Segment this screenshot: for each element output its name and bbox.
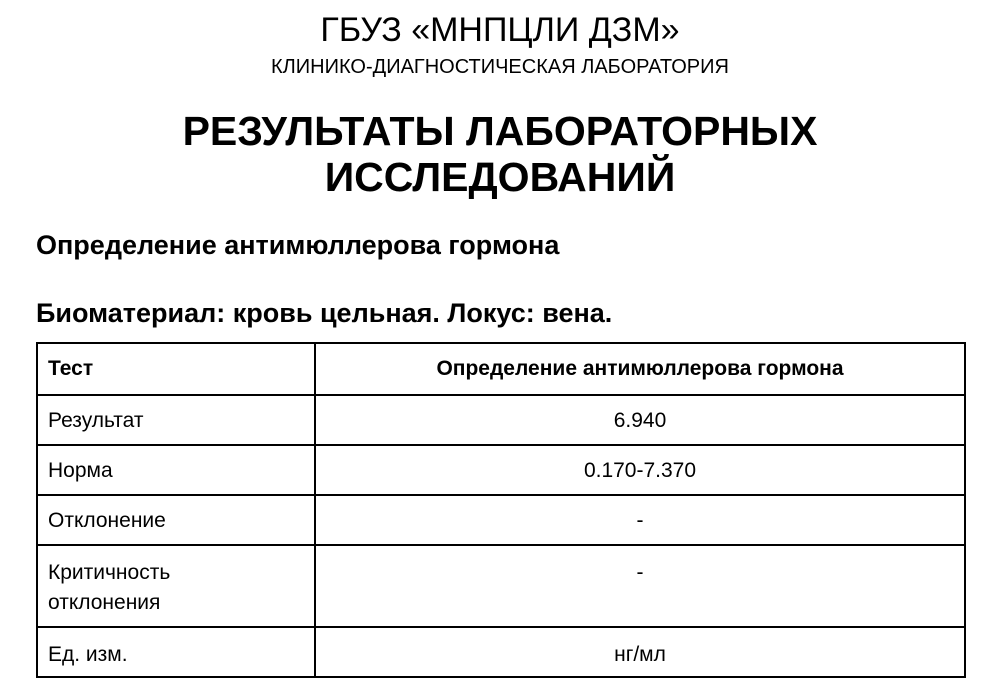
organization-name: ГБУЗ «МНПЦЛИ ДЗМ» [320, 11, 680, 49]
row-value: 0.170-7.370 [315, 445, 965, 495]
row-label-line-1: Критичность [48, 561, 171, 584]
header-value-cell: Определение антимюллерова гормона [315, 343, 965, 395]
table-header-row [37, 343, 965, 395]
biomaterial-info: Биоматериал: кровь цельная. Локус: вена. [36, 298, 613, 328]
document-title-line-1: РЕЗУЛЬТАТЫ ЛАБОРАТОРНЫХ [182, 108, 818, 154]
header-label-cell: Тест [37, 343, 315, 395]
row-value: 6.940 [315, 395, 965, 445]
table-row-deviation [37, 495, 965, 545]
document-title-line-2: ИССЛЕДОВАНИЙ [324, 154, 676, 200]
table-row-result [37, 395, 965, 445]
document-title [0, 108, 1000, 200]
row-value: - [315, 545, 965, 627]
row-label: Норма [37, 445, 315, 495]
row-value: - [315, 495, 965, 545]
study-name: Определение антимюллерова гормона [36, 230, 560, 260]
results-table [36, 342, 966, 678]
row-label [37, 545, 315, 627]
row-value: нг/мл [315, 627, 965, 677]
row-label: Отклонение [37, 495, 315, 545]
department-name: КЛИНИКО-ДИАГНОСТИЧЕСКАЯ ЛАБОРАТОРИЯ [271, 56, 729, 78]
row-label: Ед. изм. [37, 627, 315, 677]
table-row-deviation-criticality [37, 545, 965, 627]
table-row-units [37, 627, 965, 677]
row-label-line-2: отклонения [48, 591, 161, 614]
row-label: Результат [37, 395, 315, 445]
table-row-norm [37, 445, 965, 495]
